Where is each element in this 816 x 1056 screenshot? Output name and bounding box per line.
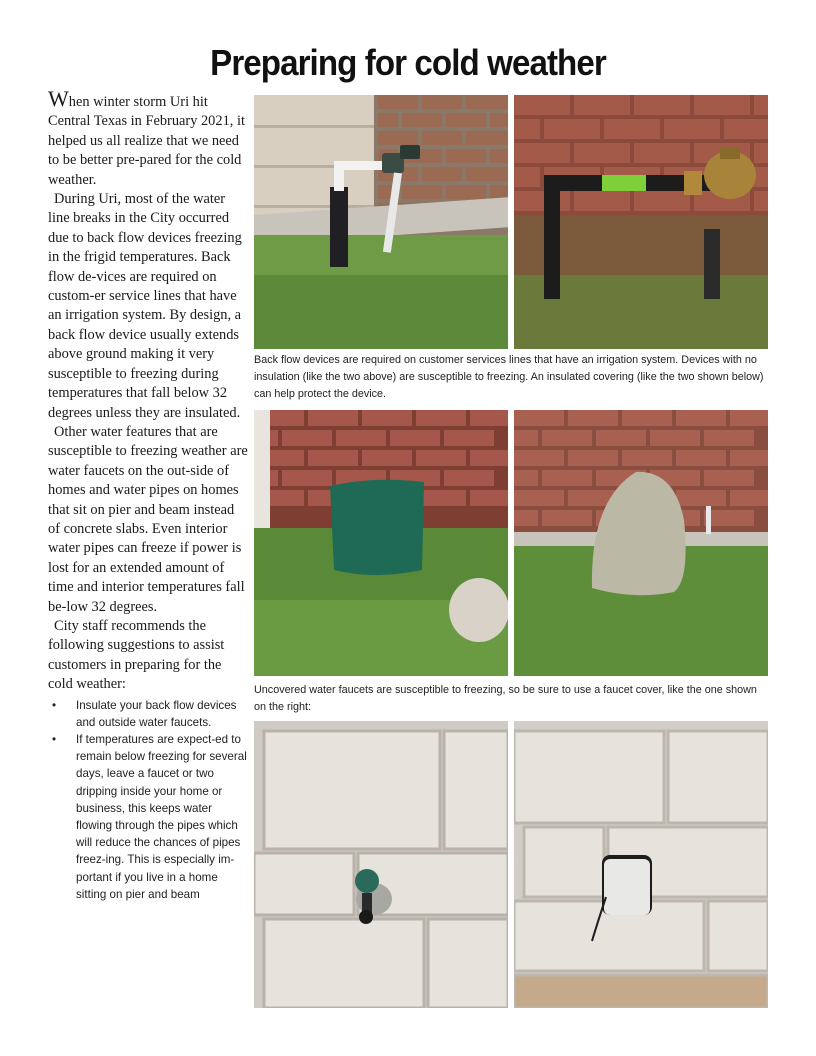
- photo-backflow-cover-rock: [514, 410, 768, 676]
- paragraph-recommendations: City staff recommends the following suggestions to assist customers in preparing for the cold weather:: [48, 617, 225, 693]
- paragraph-uri: During Uri, most of the water line breaks in the City occurred due to back flow devices freezing in the frigid temperatures. Back flow de-vices are required on custom-er service lines that have an irrigation system. By design, a back flow device usually extends above ground making it very susceptible to freezing during temperatures that fall below 32 degrees unless they are insulated.: [48, 191, 242, 421]
- photo-faucet-uncovered: [254, 721, 508, 1008]
- paragraph-intro-text: hen winter storm Uri hit Central Texas in February 2021, it helped us all realize that we need to be better pre-pared for the cold weather.: [48, 94, 245, 188]
- photo-backflow-cover-pouch: [254, 410, 508, 676]
- paragraph-other-features: Other water features that are susceptible to freezing weather are water faucets on the out-side of homes and water pipes on homes that sit on pier and beam instead of concrete slabs. Even interior water pipes can freeze if power is lost for an extended amount of time and interior temperatures fall be-low 32 degrees.: [48, 423, 248, 615]
- photo-backflow-uninsulated-1: [254, 95, 508, 349]
- suggestion-list: [48, 697, 248, 903]
- list-item: • Insulate your back flow devices and outside water faucets.: [76, 697, 248, 731]
- photo-faucet-covered: [514, 721, 768, 1008]
- caption-faucet: Uncovered water faucets are susceptible to freezing, so be sure to use a faucet cover, like the one shown on the right:: [254, 684, 757, 713]
- photo-backflow-uninsulated-2: [514, 95, 768, 349]
- list-item: • If temperatures are expect-ed to remain below freezing for several days, leave a faucet or two dripping inside your home or business, this keeps water flowing through the pipes which will reduce the chances of pipes freez-ing. This is especially im-portant if you live in a home sitting on pier and beam: [76, 731, 248, 903]
- caption-backflow: Back flow devices are required on customer services lines that have an irrigation system. Devices with no insulation (like the two above) are susceptible to freezing. An insulated covering (like the two shown below) can help protect the device.: [254, 354, 764, 400]
- article-column: [48, 86, 248, 903]
- page-title: Preparing for cold weather: [210, 42, 606, 83]
- paragraph-intro: [48, 86, 248, 190]
- drop-cap: W: [48, 86, 69, 111]
